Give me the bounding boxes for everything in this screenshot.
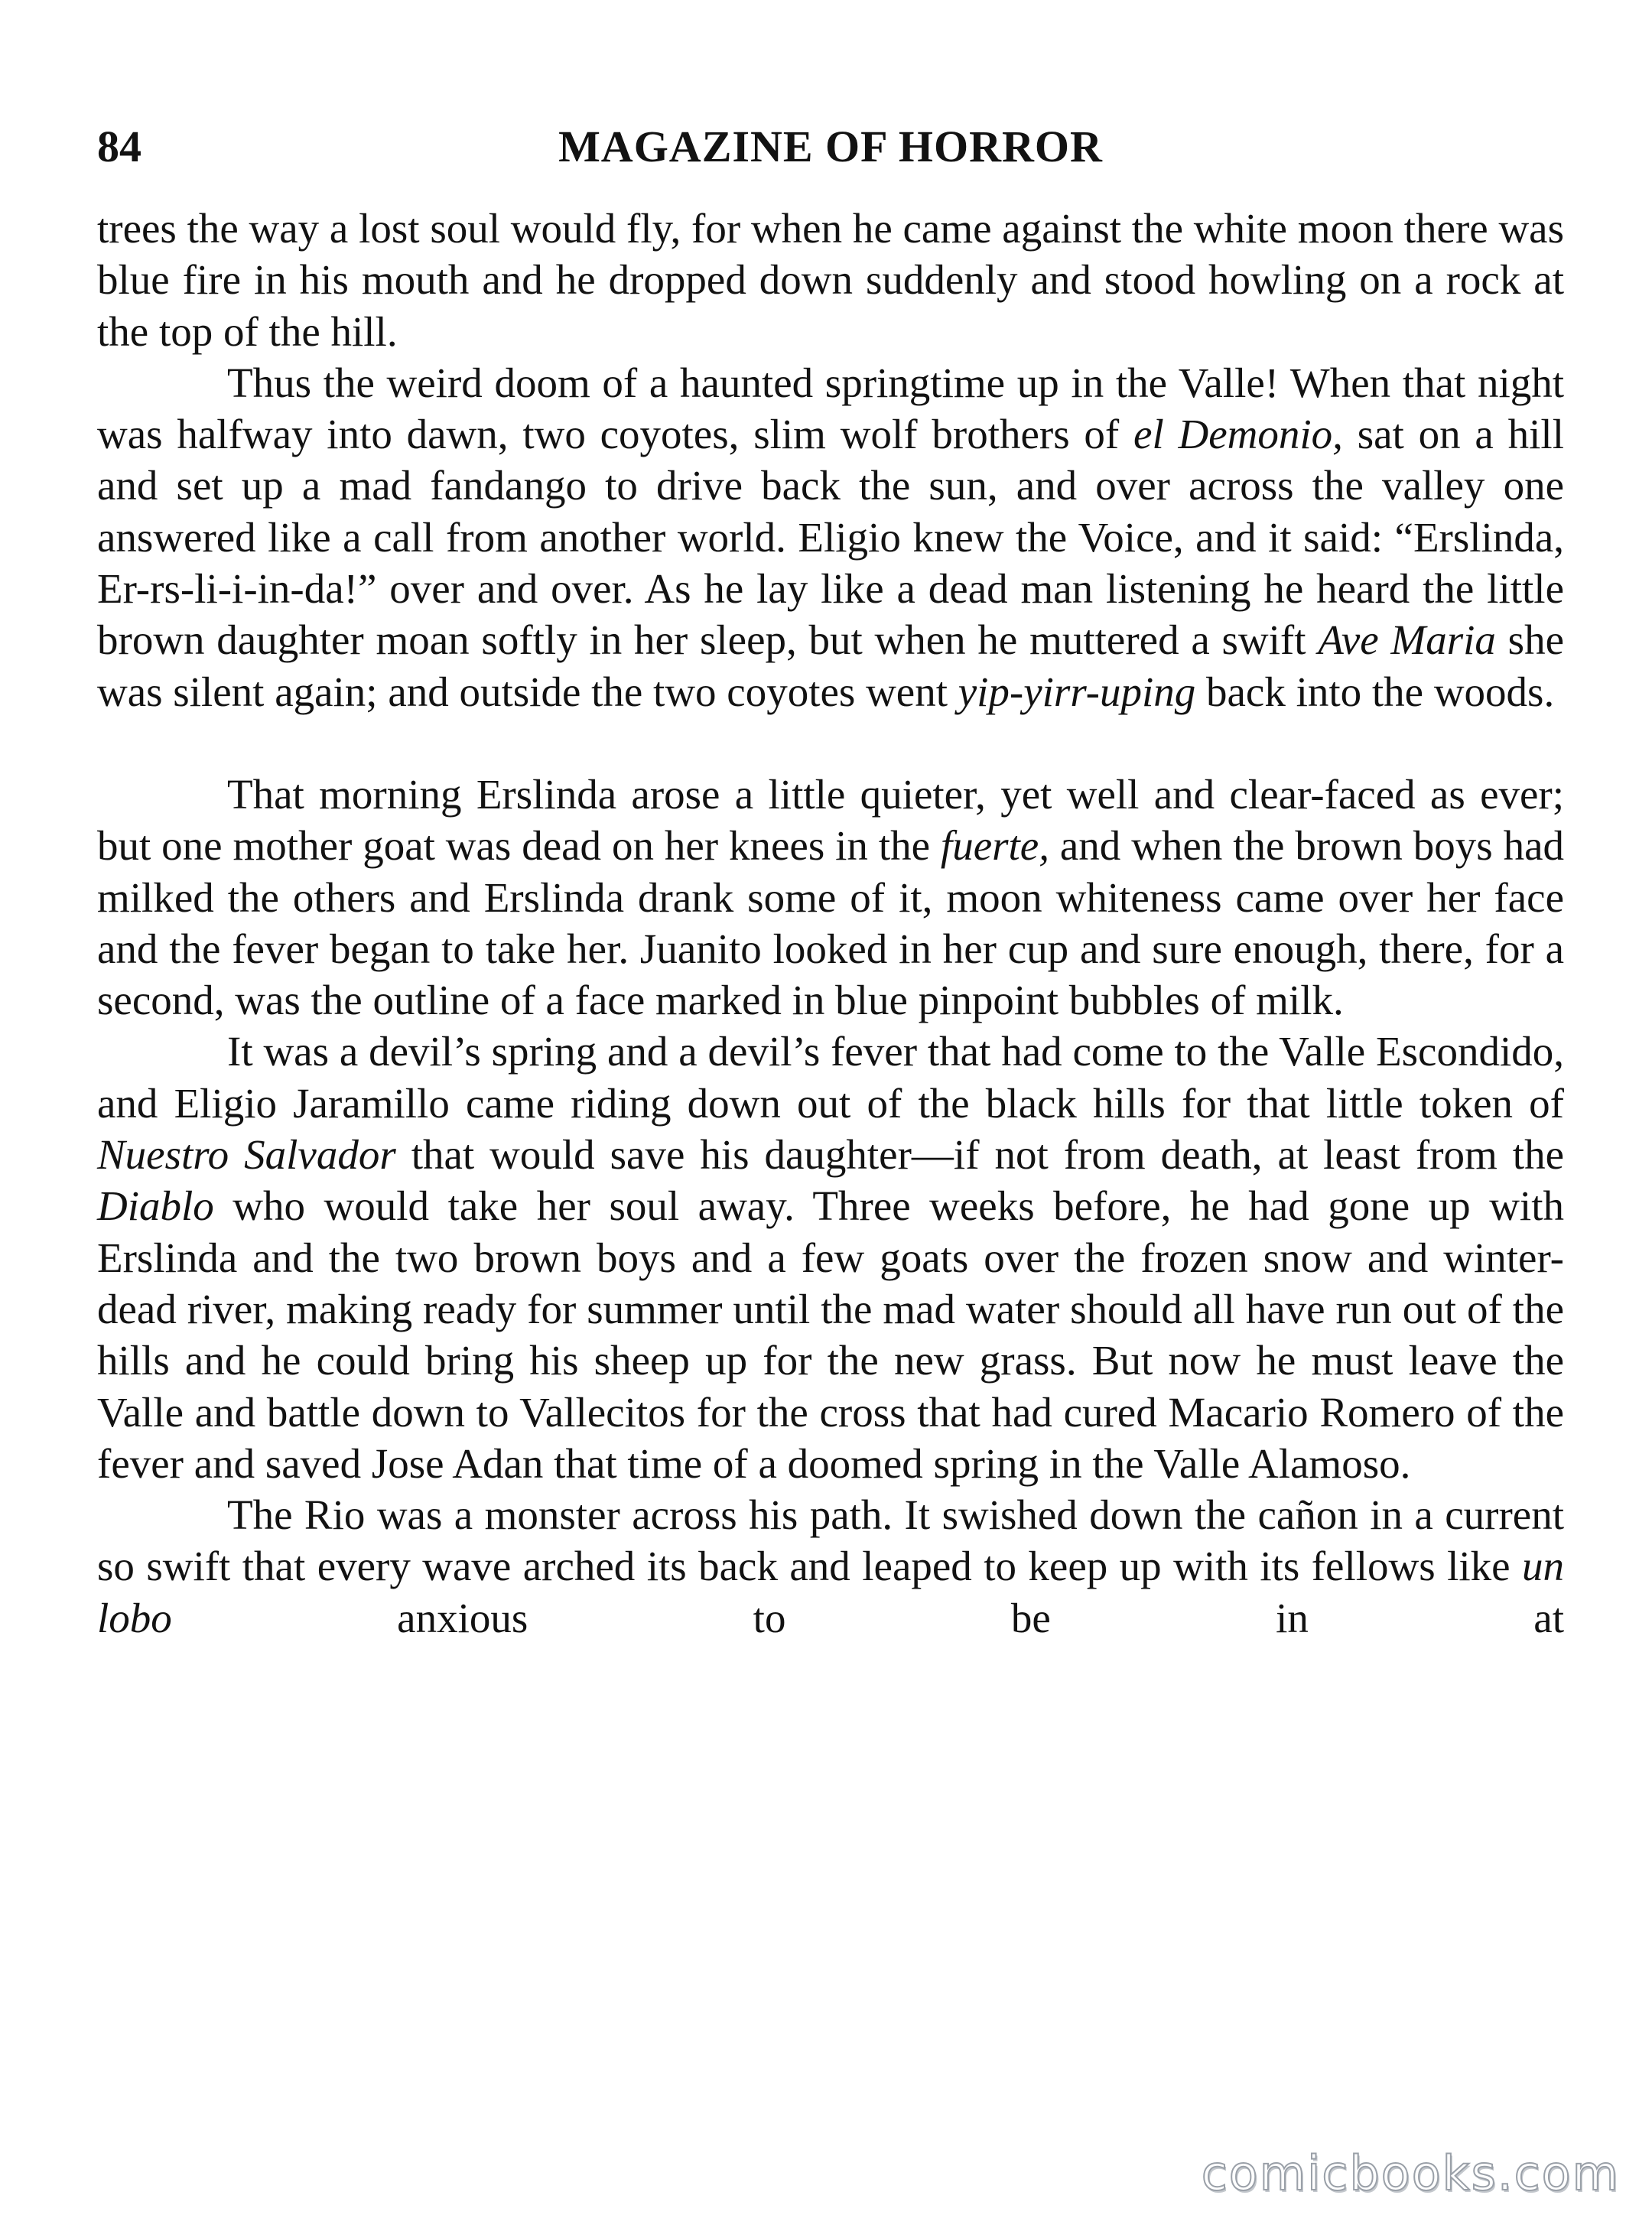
text-run: sat on a hill and set up a mad fandango to drive back the sun, and over across the valley one answered like a call from another world. Eligio knew the Voice, and it said: “Erslinda, Er-rs-li-i-in-da!” over and over. As he lay like a dead man listening he heard the little brown daughter moan softly in her sleep, but when he muttered a swift — [97, 411, 1564, 664]
running-title: MAGAZINE OF HORROR — [558, 122, 1103, 171]
text-run: that would save his daughter—if not from death, at least from the — [395, 1131, 1564, 1179]
paragraph — [97, 203, 1564, 357]
italic-text: el Demonio, — [1133, 411, 1343, 458]
article-body — [97, 203, 1564, 1644]
text-run: It was a devil’s spring and a devil’s fever that had come to the Valle Escondido, and Eligio Jaramillo came riding down out of the black hills for that little token of — [97, 1028, 1564, 1127]
italic-text: un lobo — [97, 1543, 1564, 1641]
text-run: trees the way a lost soul would fly, for when he came against the white moon there was blue fire in his mouth and he dropped down suddenly and stood howling on a rock at the top of the hill. — [97, 205, 1564, 355]
text-run: who would take her soul away. Three weeks before, he had gone up with Erslinda and the two brown boys and a few goats over the frozen snow and winter-dead river, making ready for summer until the mad water should all have run out of the hills and he could bring his sheep up for the new grass. But now he must leave the Valle and battle down to Vallecitos for the cross that had cured Macario Romero of the fever and saved Jose Adan that time of a doomed spring in the Valle Alamoso. — [97, 1182, 1564, 1487]
text-run: anxious to be in at — [171, 1594, 1564, 1641]
text-run: back into the woods. — [1195, 668, 1555, 715]
text-run: she was silent again; and outside the two coyotes went — [97, 616, 1564, 715]
italic-text: fuerte, — [940, 822, 1049, 870]
text-run: and when the brown boys had milked the others and Erslinda drank some of it, moon whiteness came over her face and the fever began to take her. Juanito looked in her cup and sure enough, there, for a second, was the outline of a face marked in blue pinpoint bubbles of milk. — [97, 822, 1564, 1024]
site-watermark: comicbooks.com — [1201, 2145, 1620, 2201]
page-header — [97, 121, 1564, 174]
italic-text: Ave Maria — [1318, 616, 1496, 664]
page-number: 84 — [97, 122, 141, 171]
paragraph — [97, 357, 1564, 717]
paragraph — [97, 1489, 1564, 1644]
italic-text: yip-yirr-uping — [958, 668, 1196, 715]
text-run: The Rio was a monster across his path. It swished down the cañon in a current so swift that every wave arched its back and leaped to keep up with its fellows like — [97, 1491, 1564, 1590]
italic-text: Diablo — [97, 1182, 214, 1230]
text-run: Thus the weird doom of a haunted springtime up in the Valle! When that night was halfway into dawn, two coyotes, slim wolf brothers of — [97, 359, 1564, 458]
italic-text: Nuestro Salvador — [97, 1131, 396, 1179]
paragraph — [97, 769, 1564, 1026]
paragraph — [97, 1026, 1564, 1489]
text-run: That morning Erslinda arose a little quieter, yet well and clear-faced as ever; but one mother goat was dead on her knees in the — [97, 770, 1564, 870]
